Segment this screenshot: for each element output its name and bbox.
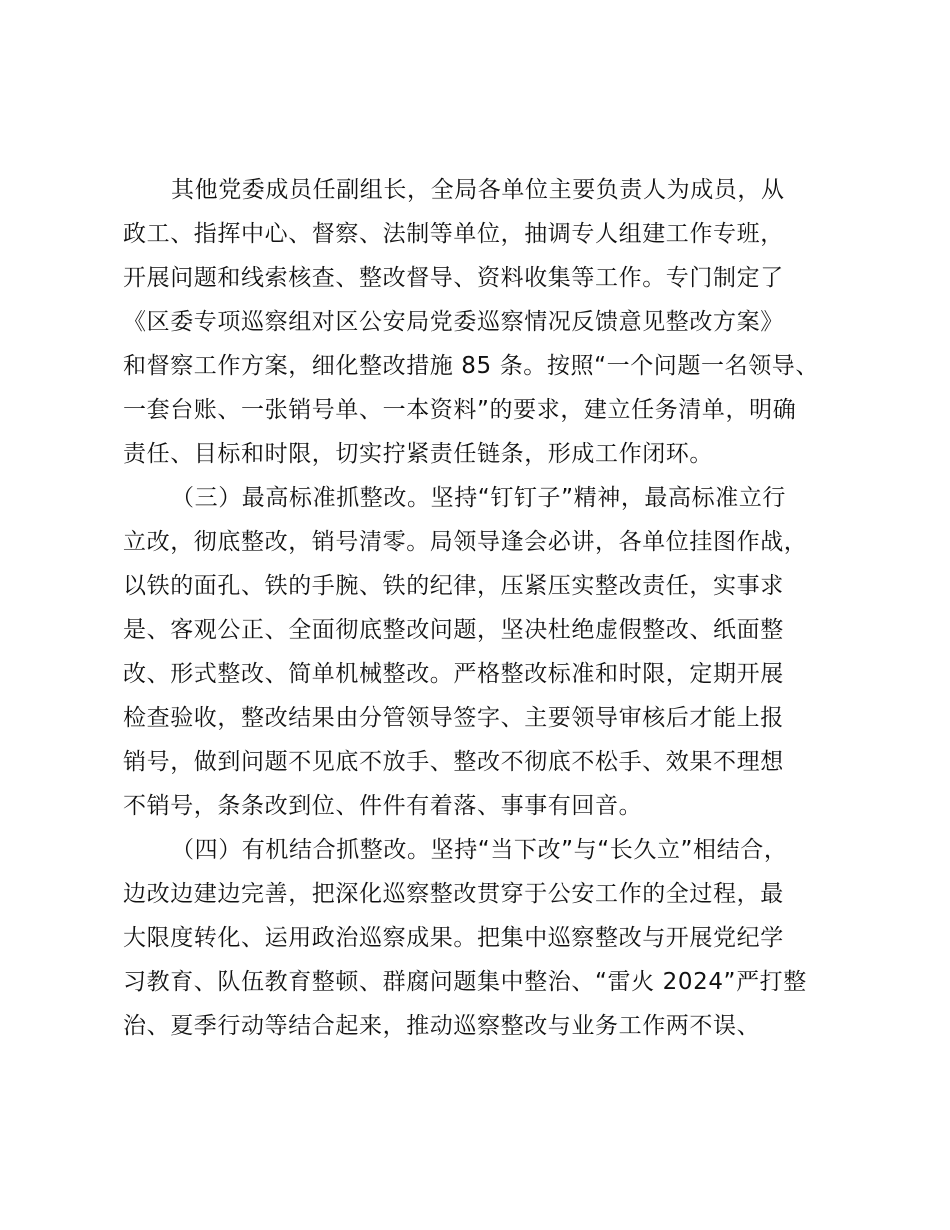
paragraph-3-line-4: 习教育、队伍教育整顿、群腐问题集中整治、“雷火 2024”严打整 — [123, 969, 807, 995]
paragraph-2-line-8: 不销号，条条改到位、件件有着落、事事有回音。 — [123, 793, 643, 819]
paragraph-2-line-3: 以铁的面孔、铁的手腕、铁的纪律，压紧压实整改责任，实事求 — [123, 573, 784, 599]
paragraph-1-line-3: 开展问题和线索核查、整改督导、资料收集等工作。专门制定了 — [123, 265, 784, 291]
document-body — [123, 168, 863, 1048]
paragraph-3-line-1: （四）有机结合抓整改。坚持“当下改”与“长久立”相结合， — [171, 837, 788, 863]
paragraph-3-line-3: 大限度转化、运用政治巡察成果。把集中巡察整改与开展党纪学 — [123, 925, 784, 951]
paragraph-2-line-4: 是、客观公正、全面彻底整改问题，坚决杜绝虚假整改、纸面整 — [123, 617, 784, 643]
paragraph-1-line-7: 责任、目标和时限，切实拧紧责任链条，形成工作闭环。 — [123, 441, 713, 467]
paragraph-2-line-1: （三）最高标准抓整改。坚持“钉钉子”精神，最高标准立行 — [171, 485, 787, 511]
paragraph-1-line-6: 一套台账、一张销号单、一本资料”的要求，建立任务清单，明确 — [123, 397, 797, 423]
paragraph-1-line-1: 其他党委成员任副组长，全局各单位主要负责人为成员，从 — [171, 177, 785, 203]
paragraph-1-line-4: 《区委专项巡察组对区公安局党委巡察情况反馈意见整改方案》 — [123, 309, 784, 335]
paragraph-3 — [123, 828, 863, 1048]
paragraph-3-line-5: 治、夏季行动等结合起来，推动巡察整改与业务工作两不误、 — [123, 1013, 761, 1039]
paragraph-3-line-2: 边改边建边完善，把深化巡察整改贯穿于公安工作的全过程，最 — [123, 881, 784, 907]
paragraph-1 — [123, 168, 863, 476]
paragraph-2-line-6: 检查验收，整改结果由分管领导签字、主要领导审核后才能上报 — [123, 705, 784, 731]
paragraph-2-line-7: 销号，做到问题不见底不放手、整改不彻底不松手、效果不理想 — [123, 749, 784, 775]
paragraph-2 — [123, 476, 863, 828]
paragraph-2-line-5: 改、形式整改、简单机械整改。严格整改标准和时限，定期开展 — [123, 661, 784, 687]
paragraph-2-line-2: 立改，彻底整改，销号清零。局领导逢会必讲，各单位挂图作战， — [123, 529, 808, 555]
paragraph-1-line-2: 政工、指挥中心、督察、法制等单位，抽调专人组建工作专班， — [123, 221, 784, 247]
paragraph-1-line-5: 和督察工作方案，细化整改措施 85 条。按照“一个问题一名领导、 — [123, 353, 820, 379]
